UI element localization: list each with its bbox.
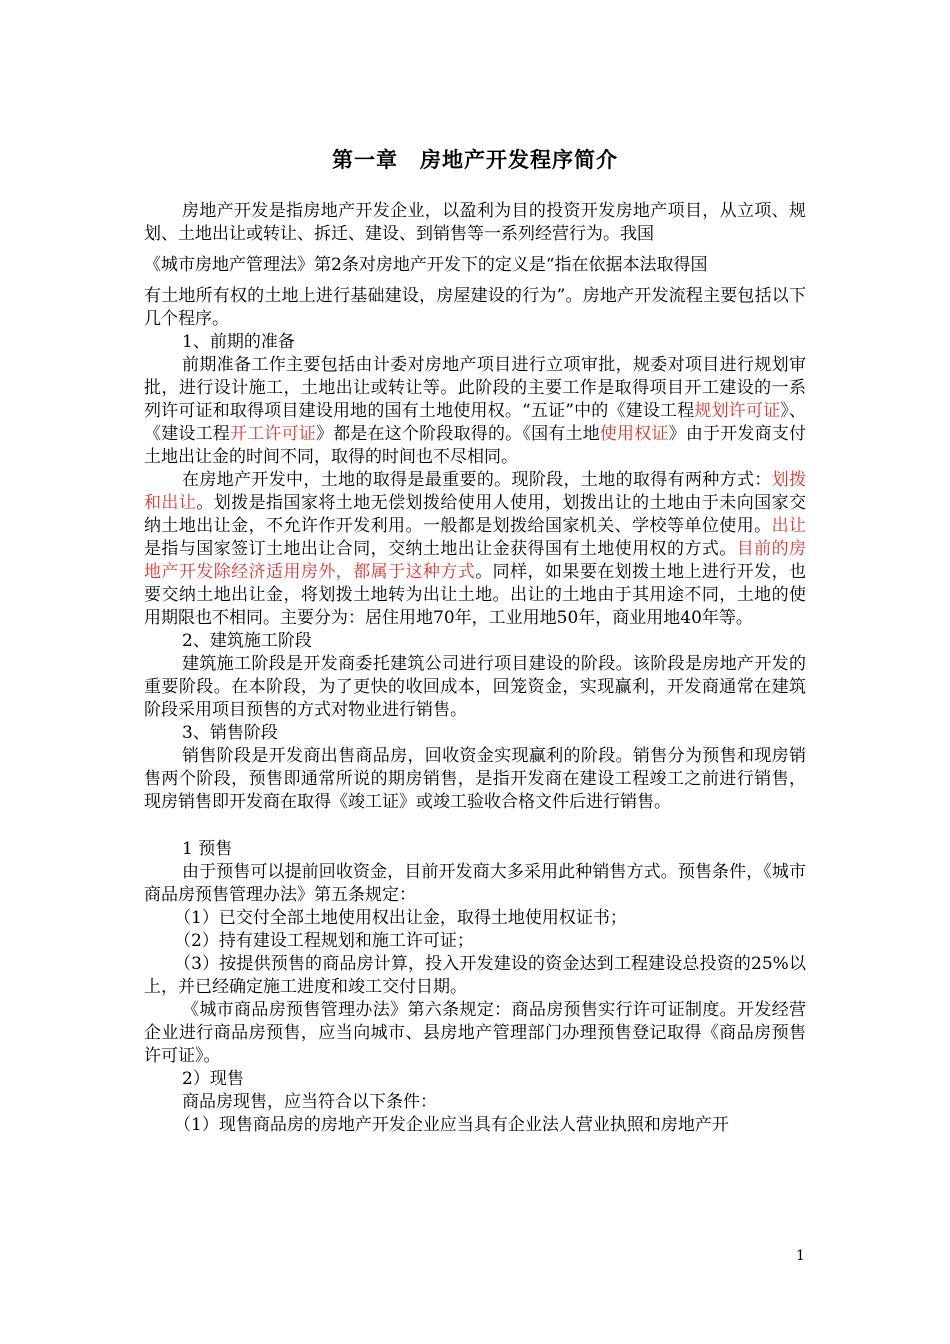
highlight-land-use-certificate: 使用权证	[599, 424, 669, 444]
section-heading-2: 2、建筑施工阶段	[182, 631, 312, 651]
highlight-current-practice: 目前的房地产开发除经济适用房外，都属于这种方式	[144, 539, 807, 582]
spot-sale-condition-1: （1）现售商品房的房地产开发企业应当具有企业法人营业执照和房地产开	[174, 1115, 729, 1135]
spot-sale-paragraph: 商品房现售，应当符合以下条件：	[182, 1092, 437, 1112]
intro-text-1: 房地产开发是指房地产开发企业，以盈利为目的投资开发房地产项目，从立项、规划、土地出让或转让、拆迁、建设、到销售等一系列经营行为。我国	[144, 201, 806, 244]
text-run: 。划拨是指国家将土地无偿划拨给使用人使用，划拨出让的土地由于未向国家交纳土地出让金，不允许作开发利用。一般都是划拨给国家机关、学校等单位使用。	[144, 493, 807, 536]
text-run: 》都是在这个阶段取得的。《国有土地	[316, 424, 600, 444]
text-run: 是指与国家签订土地出让合同，交纳土地出让金获得国有土地使用权的方式。	[144, 539, 737, 559]
construction-paragraph: 建筑施工阶段是开发商委托建筑公司进行项目建设的阶段。该阶段是房地产开发的重要阶段。在本阶段，为了更快的收回成本，回笼资金，实现赢利，开发商通常在建筑阶段采用项目预售的方式对物业进行销售。	[144, 654, 806, 720]
presale-heading: 1 预售	[182, 839, 233, 859]
section-heading-3: 3、销售阶段	[182, 723, 278, 743]
intro-paragraph-line	[144, 250, 806, 281]
highlight-planning-permit: 规划许可证	[694, 401, 781, 421]
presale-condition-2: （2）持有建设工程规划和施工许可证；	[174, 931, 474, 951]
page-number: 1	[796, 1248, 805, 1264]
presale-condition-1: （1）已交付全部土地使用权出让金，取得土地使用权证书；	[174, 908, 627, 928]
sales-paragraph: 销售阶段是开发商出售商品房，回收资金实现赢利的阶段。销售分为预售和现房销售两个阶段，预售即通常所说的期房销售，是指开发商在建设工程竣工之前进行销售，现房销售即开发商在取得《竣工证》或竣工验收合格文件后进行销售。	[144, 746, 806, 812]
intro-text-3: 有土地所有权的土地上进行基础建设，房屋建设的行为”。房地产开发流程主要包括以下几个程序。	[144, 286, 806, 329]
chapter-name: 房地产开发程序简介	[420, 148, 618, 172]
chapter-number: 第一章	[332, 148, 398, 172]
highlight-allocation-transfer: 划拨和出让	[144, 470, 806, 513]
highlight-construction-permit: 开工许可证	[230, 424, 316, 444]
chapter-title	[0, 144, 950, 174]
text-run: 》、《建设工程	[144, 401, 807, 444]
text-run: 前期准备工作主要包括由计委对房地产项目进行立项审批，规委对项目进行规划审批，进行设计施工，土地出让或转让等。此阶段的主要工作是取得项目开工建设的一系列许可证和取得项目建设用地的国有土地使用权。“五证”中的《建设工程	[144, 355, 806, 421]
intro-text-2: 《城市房地产管理法》第2条对房地产开发下的定义是“指在依据本法取得国	[144, 255, 708, 275]
text-run: 。同样，如果要在划拨土地上进行开发，也要交纳土地出让金，将划拨土地转为出让土地。出让的土地由于其用途不同，土地的使用期限也不相同。主要分为：居住用地70年，工业用地50年，商业用地40年等。	[144, 562, 807, 628]
text-run: 》由于开发商支付土地出让金的时间不同，取得的时间也不尽相同。	[144, 424, 807, 467]
presale-regulation-paragraph: 《城市商品房预售管理办法》第六条规定：商品房预售实行许可证制度。开发经营企业进行商品房预售，应当向城市、县房地产管理部门办理预售登记取得《商品房预售许可证》。	[144, 1000, 806, 1066]
section-heading-1: 1、前期的准备	[182, 332, 295, 352]
spot-sale-heading: 2）现售	[182, 1069, 244, 1089]
blank-line	[144, 814, 806, 838]
intro-paragraph	[144, 200, 806, 246]
intro-paragraph-end	[144, 285, 806, 331]
prep-paragraph-1	[144, 354, 806, 469]
highlight-transfer: 出让	[771, 516, 807, 536]
document-body	[144, 200, 806, 1137]
text-run: 在房地产开发中，土地的取得是最重要的。现阶段，土地的取得有两种方式：	[182, 470, 772, 490]
prep-paragraph-2	[144, 469, 806, 630]
presale-paragraph: 由于预售可以提前回收资金，目前开发商大多采用此种销售方式。预售条件，《城市商品房预售管理办法》第五条规定：	[144, 862, 806, 905]
presale-condition-3: （3）按提供预售的商品房计算，投入开发建设的资金达到工程建设总投资的25%以上，并已经确定施工进度和竣工交付日期。	[144, 954, 806, 997]
